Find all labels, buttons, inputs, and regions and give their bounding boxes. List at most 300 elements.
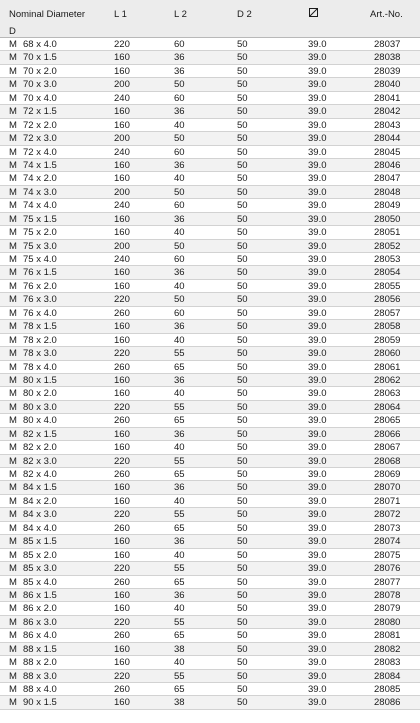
row-l2: 36 bbox=[174, 267, 185, 279]
row-prefix: M bbox=[9, 455, 17, 467]
row-size: 88 x 3.0 bbox=[23, 670, 57, 682]
row-prefix: M bbox=[9, 267, 17, 279]
table-row bbox=[0, 683, 420, 696]
row-d2: 50 bbox=[237, 227, 248, 239]
row-l1: 160 bbox=[114, 334, 130, 346]
row-l2: 40 bbox=[174, 227, 185, 239]
row-size: 90 x 1.5 bbox=[23, 697, 57, 709]
header-d2: D 2 bbox=[237, 9, 252, 20]
row-angle: 39.0 bbox=[308, 294, 327, 306]
row-size: 78 x 1.5 bbox=[23, 321, 57, 333]
row-d2: 50 bbox=[237, 119, 248, 131]
row-prefix: M bbox=[9, 643, 17, 655]
row-d2: 50 bbox=[237, 159, 248, 171]
row-l2: 65 bbox=[174, 576, 185, 588]
row-prefix: M bbox=[9, 388, 17, 400]
row-art-no: 28070 bbox=[374, 482, 401, 494]
row-angle: 39.0 bbox=[308, 280, 327, 292]
row-l1: 240 bbox=[114, 200, 130, 212]
row-d2: 50 bbox=[237, 684, 248, 695]
row-angle: 39.0 bbox=[308, 200, 327, 212]
table-row bbox=[0, 481, 420, 494]
row-prefix: M bbox=[9, 200, 17, 212]
row-l2: 36 bbox=[174, 213, 185, 225]
row-l2: 50 bbox=[174, 186, 185, 198]
row-angle: 39.0 bbox=[308, 321, 327, 333]
row-art-no: 28066 bbox=[374, 428, 401, 440]
table-row bbox=[0, 159, 420, 172]
row-d2: 50 bbox=[237, 388, 248, 400]
row-size: 84 x 3.0 bbox=[23, 509, 57, 521]
row-prefix: M bbox=[9, 563, 17, 575]
row-prefix: M bbox=[9, 294, 17, 306]
row-l2: 55 bbox=[174, 616, 185, 628]
row-angle: 39.0 bbox=[308, 39, 327, 50]
row-angle: 39.0 bbox=[308, 186, 327, 198]
row-angle: 39.0 bbox=[308, 213, 327, 225]
row-art-no: 28063 bbox=[374, 388, 401, 400]
row-art-no: 28084 bbox=[374, 670, 401, 682]
row-l1: 220 bbox=[114, 563, 130, 575]
row-l1: 160 bbox=[114, 536, 130, 548]
row-size: 74 x 2.0 bbox=[23, 173, 57, 185]
row-d2: 50 bbox=[237, 442, 248, 454]
row-art-no: 28076 bbox=[374, 563, 401, 575]
row-art-no: 28081 bbox=[374, 630, 401, 642]
row-angle: 39.0 bbox=[308, 657, 327, 669]
row-l1: 220 bbox=[114, 39, 130, 50]
row-l1: 200 bbox=[114, 186, 130, 198]
table-row bbox=[0, 414, 420, 427]
row-l2: 40 bbox=[174, 495, 185, 507]
row-size: 72 x 1.5 bbox=[23, 106, 57, 118]
row-angle: 39.0 bbox=[308, 79, 327, 91]
row-l2: 36 bbox=[174, 428, 185, 440]
row-size: 88 x 4.0 bbox=[23, 684, 57, 695]
row-size: 75 x 1.5 bbox=[23, 213, 57, 225]
table-row bbox=[0, 320, 420, 333]
row-art-no: 28061 bbox=[374, 361, 401, 373]
row-art-no: 28062 bbox=[374, 374, 401, 386]
row-l2: 50 bbox=[174, 133, 185, 145]
row-l2: 40 bbox=[174, 549, 185, 561]
row-prefix: M bbox=[9, 670, 17, 682]
row-d2: 50 bbox=[237, 106, 248, 118]
row-art-no: 28075 bbox=[374, 549, 401, 561]
row-size: 78 x 3.0 bbox=[23, 348, 57, 360]
table-row bbox=[0, 172, 420, 185]
row-l2: 50 bbox=[174, 294, 185, 306]
table-row bbox=[0, 441, 420, 454]
row-d2: 50 bbox=[237, 536, 248, 548]
row-art-no: 28053 bbox=[374, 254, 401, 265]
row-l1: 160 bbox=[114, 280, 130, 292]
row-l2: 60 bbox=[174, 146, 185, 158]
row-l1: 160 bbox=[114, 589, 130, 601]
row-l1: 160 bbox=[114, 159, 130, 171]
row-l2: 36 bbox=[174, 65, 185, 77]
row-size: 78 x 4.0 bbox=[23, 361, 57, 373]
row-art-no: 28055 bbox=[374, 280, 401, 292]
table-header bbox=[0, 0, 420, 38]
row-prefix: M bbox=[9, 522, 17, 534]
row-size: 76 x 2.0 bbox=[23, 280, 57, 292]
row-l1: 220 bbox=[114, 401, 130, 413]
table-row bbox=[0, 347, 420, 360]
row-art-no: 28086 bbox=[374, 697, 401, 709]
row-size: 88 x 1.5 bbox=[23, 643, 57, 655]
row-art-no: 28039 bbox=[374, 65, 401, 77]
row-l1: 160 bbox=[114, 106, 130, 118]
row-art-no: 28073 bbox=[374, 522, 401, 534]
table-row bbox=[0, 307, 420, 320]
row-l2: 36 bbox=[174, 106, 185, 118]
row-l2: 50 bbox=[174, 79, 185, 91]
row-prefix: M bbox=[9, 630, 17, 642]
table-row bbox=[0, 508, 420, 521]
row-prefix: M bbox=[9, 173, 17, 185]
row-l1: 220 bbox=[114, 509, 130, 521]
row-angle: 39.0 bbox=[308, 455, 327, 467]
row-l2: 50 bbox=[174, 240, 185, 252]
row-l2: 36 bbox=[174, 536, 185, 548]
row-l1: 160 bbox=[114, 495, 130, 507]
row-size: 84 x 1.5 bbox=[23, 482, 57, 494]
row-l2: 36 bbox=[174, 321, 185, 333]
row-l1: 160 bbox=[114, 173, 130, 185]
row-d2: 50 bbox=[237, 522, 248, 534]
table-row bbox=[0, 186, 420, 199]
row-l1: 160 bbox=[114, 697, 130, 709]
row-l1: 220 bbox=[114, 348, 130, 360]
row-l1: 260 bbox=[114, 630, 130, 642]
row-d2: 50 bbox=[237, 603, 248, 615]
row-l2: 40 bbox=[174, 334, 185, 346]
table-row bbox=[0, 696, 420, 709]
row-l1: 160 bbox=[114, 442, 130, 454]
row-l1: 240 bbox=[114, 92, 130, 104]
table-row bbox=[0, 51, 420, 64]
row-d2: 50 bbox=[237, 374, 248, 386]
row-l2: 65 bbox=[174, 684, 185, 695]
table-row bbox=[0, 549, 420, 562]
row-l1: 160 bbox=[114, 657, 130, 669]
row-d2: 50 bbox=[237, 455, 248, 467]
row-l1: 160 bbox=[114, 549, 130, 561]
row-size: 80 x 3.0 bbox=[23, 401, 57, 413]
row-d2: 50 bbox=[237, 79, 248, 91]
table-row bbox=[0, 65, 420, 78]
row-d2: 50 bbox=[237, 469, 248, 480]
row-l2: 55 bbox=[174, 670, 185, 682]
row-l1: 160 bbox=[114, 52, 130, 64]
table-row bbox=[0, 643, 420, 656]
row-angle: 39.0 bbox=[308, 643, 327, 655]
row-size: 82 x 3.0 bbox=[23, 455, 57, 467]
table-row bbox=[0, 374, 420, 387]
row-d2: 50 bbox=[237, 549, 248, 561]
row-angle: 39.0 bbox=[308, 348, 327, 360]
row-art-no: 28072 bbox=[374, 509, 401, 521]
row-d2: 50 bbox=[237, 616, 248, 628]
table-row bbox=[0, 253, 420, 266]
row-d2: 50 bbox=[237, 254, 248, 265]
row-l1: 160 bbox=[114, 374, 130, 386]
row-angle: 39.0 bbox=[308, 92, 327, 104]
row-angle: 39.0 bbox=[308, 334, 327, 346]
row-l1: 160 bbox=[114, 603, 130, 615]
row-l1: 240 bbox=[114, 146, 130, 158]
row-prefix: M bbox=[9, 133, 17, 145]
table-row bbox=[0, 656, 420, 669]
row-l1: 240 bbox=[114, 254, 130, 265]
row-art-no: 28041 bbox=[374, 92, 401, 104]
row-l1: 220 bbox=[114, 670, 130, 682]
row-l2: 65 bbox=[174, 415, 185, 427]
row-l1: 160 bbox=[114, 482, 130, 494]
row-angle: 39.0 bbox=[308, 388, 327, 400]
row-angle: 39.0 bbox=[308, 684, 327, 695]
table-row bbox=[0, 535, 420, 548]
row-size: 82 x 1.5 bbox=[23, 428, 57, 440]
row-d2: 50 bbox=[237, 428, 248, 440]
row-angle: 39.0 bbox=[308, 603, 327, 615]
row-size: 85 x 2.0 bbox=[23, 549, 57, 561]
table-row bbox=[0, 280, 420, 293]
header-art-no: Art.-No. bbox=[370, 9, 403, 20]
row-l2: 40 bbox=[174, 657, 185, 669]
row-d2: 50 bbox=[237, 146, 248, 158]
row-d2: 50 bbox=[237, 173, 248, 185]
table-row bbox=[0, 119, 420, 132]
row-l1: 220 bbox=[114, 294, 130, 306]
row-d2: 50 bbox=[237, 200, 248, 212]
row-l2: 55 bbox=[174, 509, 185, 521]
row-art-no: 28067 bbox=[374, 442, 401, 454]
row-angle: 39.0 bbox=[308, 240, 327, 252]
row-prefix: M bbox=[9, 119, 17, 131]
row-prefix: M bbox=[9, 146, 17, 158]
row-size: 86 x 4.0 bbox=[23, 630, 57, 642]
table-row bbox=[0, 266, 420, 279]
row-prefix: M bbox=[9, 509, 17, 521]
row-prefix: M bbox=[9, 684, 17, 695]
row-size: 86 x 3.0 bbox=[23, 616, 57, 628]
row-l1: 200 bbox=[114, 133, 130, 145]
row-angle: 39.0 bbox=[308, 254, 327, 265]
row-angle: 39.0 bbox=[308, 536, 327, 548]
row-art-no: 28058 bbox=[374, 321, 401, 333]
row-d2: 50 bbox=[237, 133, 248, 145]
row-l2: 60 bbox=[174, 307, 185, 319]
row-d2: 50 bbox=[237, 92, 248, 104]
row-d2: 50 bbox=[237, 348, 248, 360]
row-angle: 39.0 bbox=[308, 146, 327, 158]
row-d2: 50 bbox=[237, 294, 248, 306]
row-art-no: 28043 bbox=[374, 119, 401, 131]
table-row bbox=[0, 213, 420, 226]
table-row bbox=[0, 361, 420, 374]
table-row bbox=[0, 334, 420, 347]
row-art-no: 28050 bbox=[374, 213, 401, 225]
table-row bbox=[0, 240, 420, 253]
row-d2: 50 bbox=[237, 267, 248, 279]
row-d2: 50 bbox=[237, 280, 248, 292]
row-d2: 50 bbox=[237, 334, 248, 346]
row-prefix: M bbox=[9, 227, 17, 239]
row-size: 68 x 4.0 bbox=[23, 39, 57, 50]
row-angle: 39.0 bbox=[308, 374, 327, 386]
row-l2: 36 bbox=[174, 159, 185, 171]
table-row bbox=[0, 495, 420, 508]
row-art-no: 28060 bbox=[374, 348, 401, 360]
row-d2: 50 bbox=[237, 361, 248, 373]
row-l1: 160 bbox=[114, 267, 130, 279]
row-angle: 39.0 bbox=[308, 670, 327, 682]
row-angle: 39.0 bbox=[308, 563, 327, 575]
row-l2: 65 bbox=[174, 630, 185, 642]
row-l1: 260 bbox=[114, 361, 130, 373]
row-art-no: 28068 bbox=[374, 455, 401, 467]
row-l2: 60 bbox=[174, 39, 185, 50]
row-l1: 160 bbox=[114, 119, 130, 131]
row-prefix: M bbox=[9, 549, 17, 561]
row-art-no: 28044 bbox=[374, 133, 401, 145]
row-l2: 65 bbox=[174, 361, 185, 373]
row-prefix: M bbox=[9, 482, 17, 494]
row-prefix: M bbox=[9, 603, 17, 615]
row-l1: 200 bbox=[114, 79, 130, 91]
row-angle: 39.0 bbox=[308, 697, 327, 709]
table-row bbox=[0, 602, 420, 615]
row-art-no: 28038 bbox=[374, 52, 401, 64]
header-l2: L 2 bbox=[174, 9, 187, 20]
row-l1: 260 bbox=[114, 576, 130, 588]
row-size: 88 x 2.0 bbox=[23, 657, 57, 669]
row-d2: 50 bbox=[237, 670, 248, 682]
row-prefix: M bbox=[9, 361, 17, 373]
table-row bbox=[0, 468, 420, 481]
row-size: 75 x 2.0 bbox=[23, 227, 57, 239]
row-l1: 160 bbox=[114, 643, 130, 655]
row-l2: 38 bbox=[174, 643, 185, 655]
row-prefix: M bbox=[9, 469, 17, 480]
row-size: 72 x 4.0 bbox=[23, 146, 57, 158]
row-prefix: M bbox=[9, 79, 17, 91]
row-l1: 260 bbox=[114, 469, 130, 480]
row-d2: 50 bbox=[237, 321, 248, 333]
row-angle: 39.0 bbox=[308, 509, 327, 521]
row-art-no: 28071 bbox=[374, 495, 401, 507]
row-size: 70 x 1.5 bbox=[23, 52, 57, 64]
row-prefix: M bbox=[9, 536, 17, 548]
row-angle: 39.0 bbox=[308, 133, 327, 145]
row-size: 70 x 4.0 bbox=[23, 92, 57, 104]
row-art-no: 28052 bbox=[374, 240, 401, 252]
row-size: 86 x 1.5 bbox=[23, 589, 57, 601]
row-l1: 220 bbox=[114, 616, 130, 628]
row-art-no: 28042 bbox=[374, 106, 401, 118]
row-prefix: M bbox=[9, 52, 17, 64]
row-angle: 39.0 bbox=[308, 307, 327, 319]
table-row bbox=[0, 105, 420, 118]
row-angle: 39.0 bbox=[308, 616, 327, 628]
row-d2: 50 bbox=[237, 415, 248, 427]
row-prefix: M bbox=[9, 589, 17, 601]
row-prefix: M bbox=[9, 106, 17, 118]
row-angle: 39.0 bbox=[308, 227, 327, 239]
row-prefix: M bbox=[9, 240, 17, 252]
table-row bbox=[0, 38, 420, 51]
row-l2: 40 bbox=[174, 119, 185, 131]
row-l1: 200 bbox=[114, 240, 130, 252]
row-prefix: M bbox=[9, 374, 17, 386]
row-prefix: M bbox=[9, 186, 17, 198]
row-l2: 65 bbox=[174, 469, 185, 480]
table-row bbox=[0, 629, 420, 642]
row-prefix: M bbox=[9, 334, 17, 346]
row-l2: 60 bbox=[174, 200, 185, 212]
row-l1: 260 bbox=[114, 415, 130, 427]
table-row bbox=[0, 670, 420, 683]
row-d2: 50 bbox=[237, 482, 248, 494]
row-size: 72 x 3.0 bbox=[23, 133, 57, 145]
row-art-no: 28077 bbox=[374, 576, 401, 588]
table-row bbox=[0, 589, 420, 602]
row-angle: 39.0 bbox=[308, 549, 327, 561]
row-angle: 39.0 bbox=[308, 482, 327, 494]
row-art-no: 28054 bbox=[374, 267, 401, 279]
row-l2: 55 bbox=[174, 401, 185, 413]
table-row bbox=[0, 616, 420, 629]
row-prefix: M bbox=[9, 442, 17, 454]
row-prefix: M bbox=[9, 39, 17, 50]
row-l2: 55 bbox=[174, 348, 185, 360]
row-angle: 39.0 bbox=[308, 428, 327, 440]
header-nominal-diameter: Nominal Diameter bbox=[9, 9, 86, 20]
row-d2: 50 bbox=[237, 52, 248, 64]
row-angle: 39.0 bbox=[308, 415, 327, 427]
row-prefix: M bbox=[9, 307, 17, 319]
row-d2: 50 bbox=[237, 509, 248, 521]
row-l2: 36 bbox=[174, 589, 185, 601]
row-l1: 220 bbox=[114, 455, 130, 467]
row-d2: 50 bbox=[237, 589, 248, 601]
row-art-no: 28064 bbox=[374, 401, 401, 413]
row-l2: 60 bbox=[174, 92, 185, 104]
row-l2: 40 bbox=[174, 280, 185, 292]
row-d2: 50 bbox=[237, 576, 248, 588]
row-size: 76 x 3.0 bbox=[23, 294, 57, 306]
row-art-no: 28069 bbox=[374, 469, 401, 480]
table-row bbox=[0, 576, 420, 589]
row-d2: 50 bbox=[237, 697, 248, 709]
row-prefix: M bbox=[9, 657, 17, 669]
row-size: 82 x 4.0 bbox=[23, 469, 57, 480]
row-l2: 65 bbox=[174, 522, 185, 534]
row-art-no: 28048 bbox=[374, 186, 401, 198]
slashed-square-icon bbox=[309, 8, 318, 17]
table-body bbox=[0, 38, 420, 710]
row-l2: 36 bbox=[174, 482, 185, 494]
row-angle: 39.0 bbox=[308, 361, 327, 373]
row-size: 84 x 4.0 bbox=[23, 522, 57, 534]
table-row bbox=[0, 428, 420, 441]
row-l2: 60 bbox=[174, 254, 185, 265]
row-d2: 50 bbox=[237, 630, 248, 642]
row-size: 86 x 2.0 bbox=[23, 603, 57, 615]
row-angle: 39.0 bbox=[308, 119, 327, 131]
